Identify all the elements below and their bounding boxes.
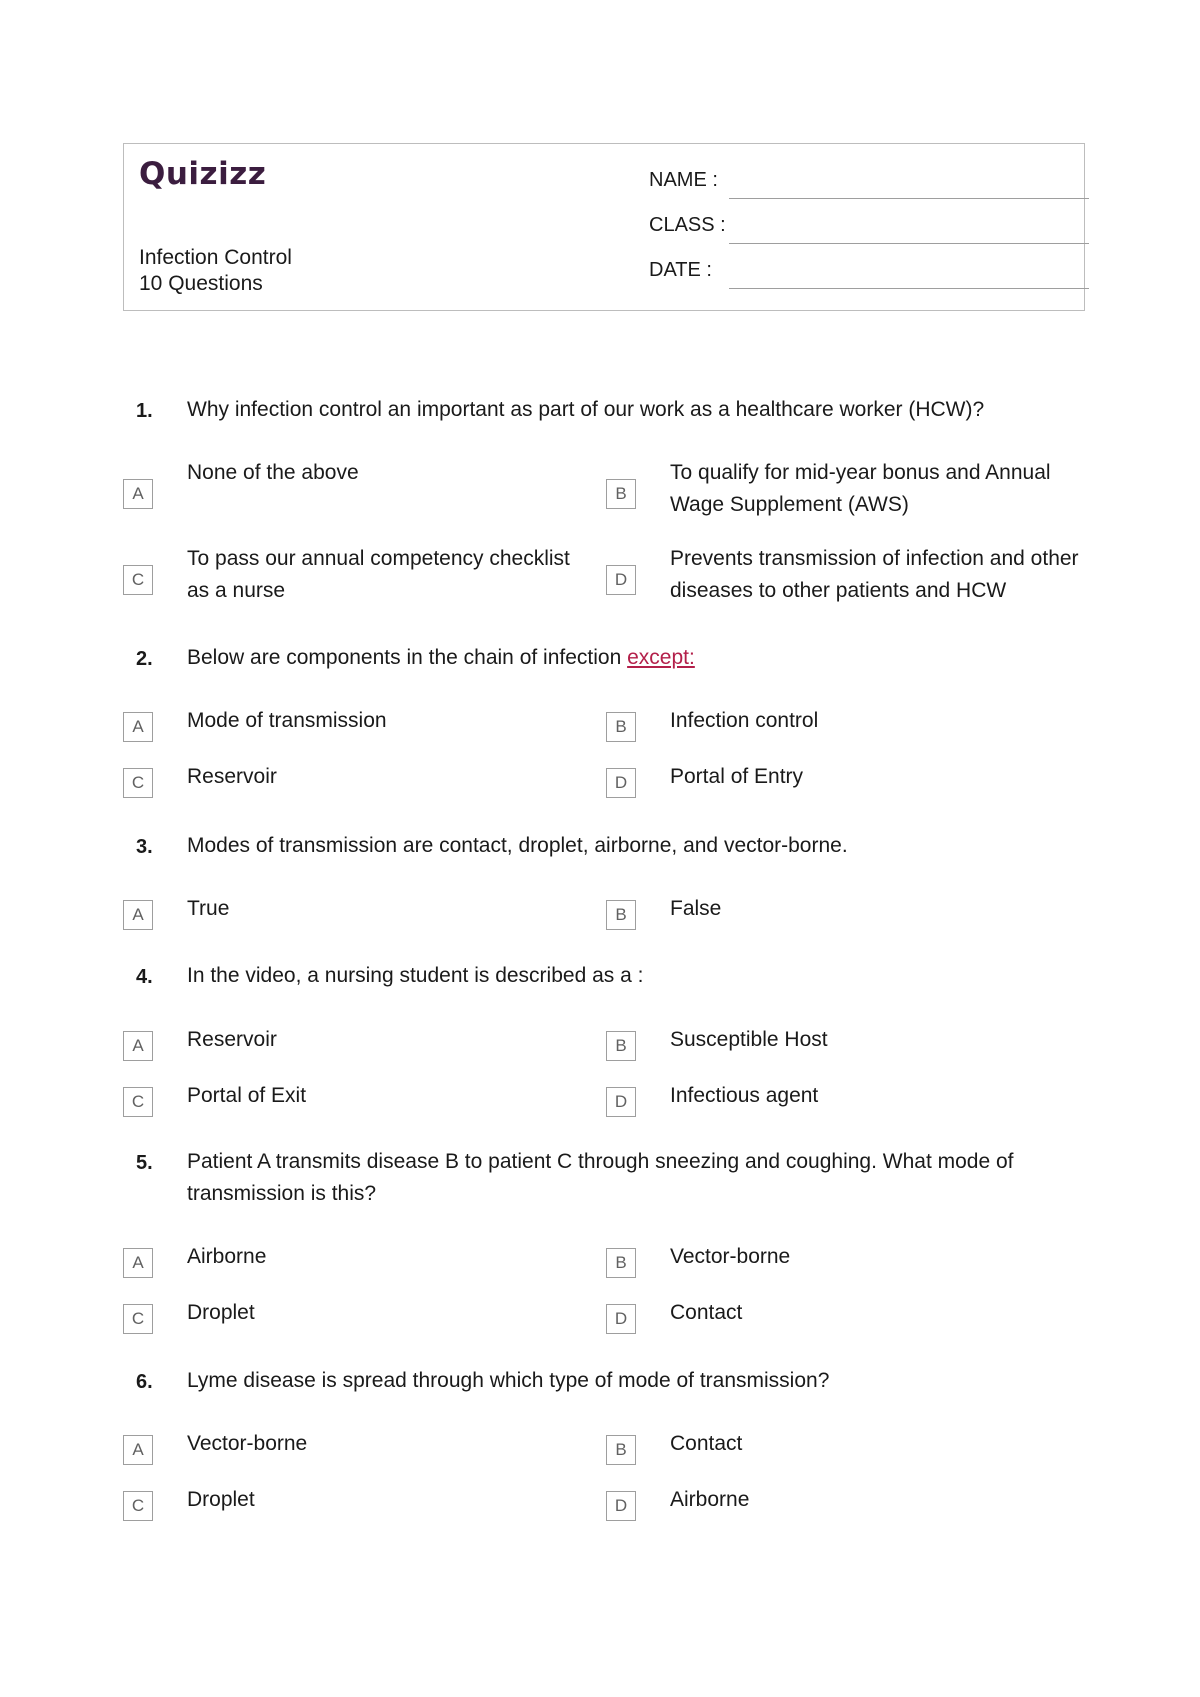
date-line — [729, 288, 1089, 289]
option-letter-badge[interactable]: B — [606, 900, 636, 930]
question-emphasis: except: — [627, 646, 695, 669]
option-letter-badge[interactable]: A — [123, 1248, 153, 1278]
option-letter-badge[interactable]: C — [123, 565, 153, 595]
option-text: Mode of transmission — [187, 709, 387, 732]
option-letter-badge[interactable]: D — [606, 1087, 636, 1117]
question-text — [187, 830, 1087, 862]
option-text: Droplet — [187, 1301, 255, 1324]
question-text — [187, 1365, 1087, 1397]
option-letter-badge[interactable]: A — [123, 900, 153, 930]
option-letter-badge[interactable]: D — [606, 1491, 636, 1521]
question-count: 10 Questions — [139, 272, 263, 295]
name-label: NAME : — [649, 169, 718, 191]
option-text: To qualify for mid-year bonus and Annual Wage Supplement (AWS) — [670, 461, 1051, 516]
option-letter-badge[interactable]: B — [606, 1248, 636, 1278]
option-letter-badge[interactable]: B — [606, 1031, 636, 1061]
option-text: Vector-borne — [187, 1432, 308, 1455]
option-text: True — [187, 897, 230, 920]
question-text-main: Below are components in the chain of infection — [187, 646, 628, 669]
option-text: None of the above — [187, 461, 359, 484]
worksheet-header — [123, 143, 1085, 311]
question-text — [187, 394, 1087, 426]
question-text-main: Why infection control an important as part of our work as a healthcare worker (HCW)? — [187, 398, 985, 421]
option-text: Droplet — [187, 1488, 255, 1511]
option-text: Susceptible Host — [670, 1028, 828, 1051]
question-number: 5. — [136, 1152, 153, 1174]
option-text: Infection control — [670, 709, 819, 732]
quizizz-logo: Quizizz — [139, 156, 267, 192]
question-text — [187, 642, 1087, 674]
option-text: Contact — [670, 1432, 743, 1455]
question-text-main: Patient A transmits disease B to patient C through sneezing and coughing. What mode of transmission is this? — [187, 1150, 1014, 1205]
option-letter-badge[interactable]: D — [606, 1304, 636, 1334]
option-text: Airborne — [670, 1488, 750, 1511]
option-text: Portal of Exit — [187, 1084, 307, 1107]
option-text: Reservoir — [187, 1028, 277, 1051]
name-field[interactable] — [649, 169, 1069, 199]
question-text-main: In the video, a nursing student is described as a : — [187, 964, 644, 987]
option-letter-badge[interactable]: A — [123, 479, 153, 509]
option-letter-badge[interactable]: A — [123, 1435, 153, 1465]
option-letter-badge[interactable]: C — [123, 1491, 153, 1521]
class-label: CLASS : — [649, 214, 726, 236]
option-text: To pass our annual competency checklist as a nurse — [187, 547, 570, 602]
option-text: Airborne — [187, 1245, 267, 1268]
option-letter-badge[interactable]: C — [123, 1087, 153, 1117]
option-text: Contact — [670, 1301, 743, 1324]
question-text — [187, 1146, 1087, 1210]
date-field[interactable] — [649, 259, 1069, 289]
question-number: 6. — [136, 1371, 153, 1393]
option-letter-badge[interactable]: B — [606, 712, 636, 742]
option-letter-badge[interactable]: C — [123, 1304, 153, 1334]
question-text — [187, 960, 1087, 992]
question-number: 3. — [136, 836, 153, 858]
question-number: 1. — [136, 400, 153, 422]
question-number: 4. — [136, 966, 153, 988]
option-text: Vector-borne — [670, 1245, 791, 1268]
question-text-main: Lyme disease is spread through which type of mode of transmission? — [187, 1369, 830, 1392]
option-text: Infectious agent — [670, 1084, 819, 1107]
date-label: DATE : — [649, 259, 712, 281]
option-letter-badge[interactable]: A — [123, 1031, 153, 1061]
option-letter-badge[interactable]: A — [123, 712, 153, 742]
option-letter-badge[interactable]: B — [606, 1435, 636, 1465]
option-letter-badge[interactable]: D — [606, 565, 636, 595]
name-line — [729, 198, 1089, 199]
option-letter-badge[interactable]: D — [606, 768, 636, 798]
option-letter-badge[interactable]: C — [123, 768, 153, 798]
quiz-title: Infection Control — [139, 246, 292, 269]
question-number: 2. — [136, 648, 153, 670]
class-line — [729, 243, 1089, 244]
question-text-main: Modes of transmission are contact, droplet, airborne, and vector-borne. — [187, 834, 848, 857]
option-text: Portal of Entry — [670, 765, 804, 788]
option-text: Prevents transmission of infection and other diseases to other patients and HCW — [670, 547, 1079, 602]
option-text: False — [670, 897, 722, 920]
option-letter-badge[interactable]: B — [606, 479, 636, 509]
option-text: Reservoir — [187, 765, 277, 788]
class-field[interactable] — [649, 214, 1069, 244]
